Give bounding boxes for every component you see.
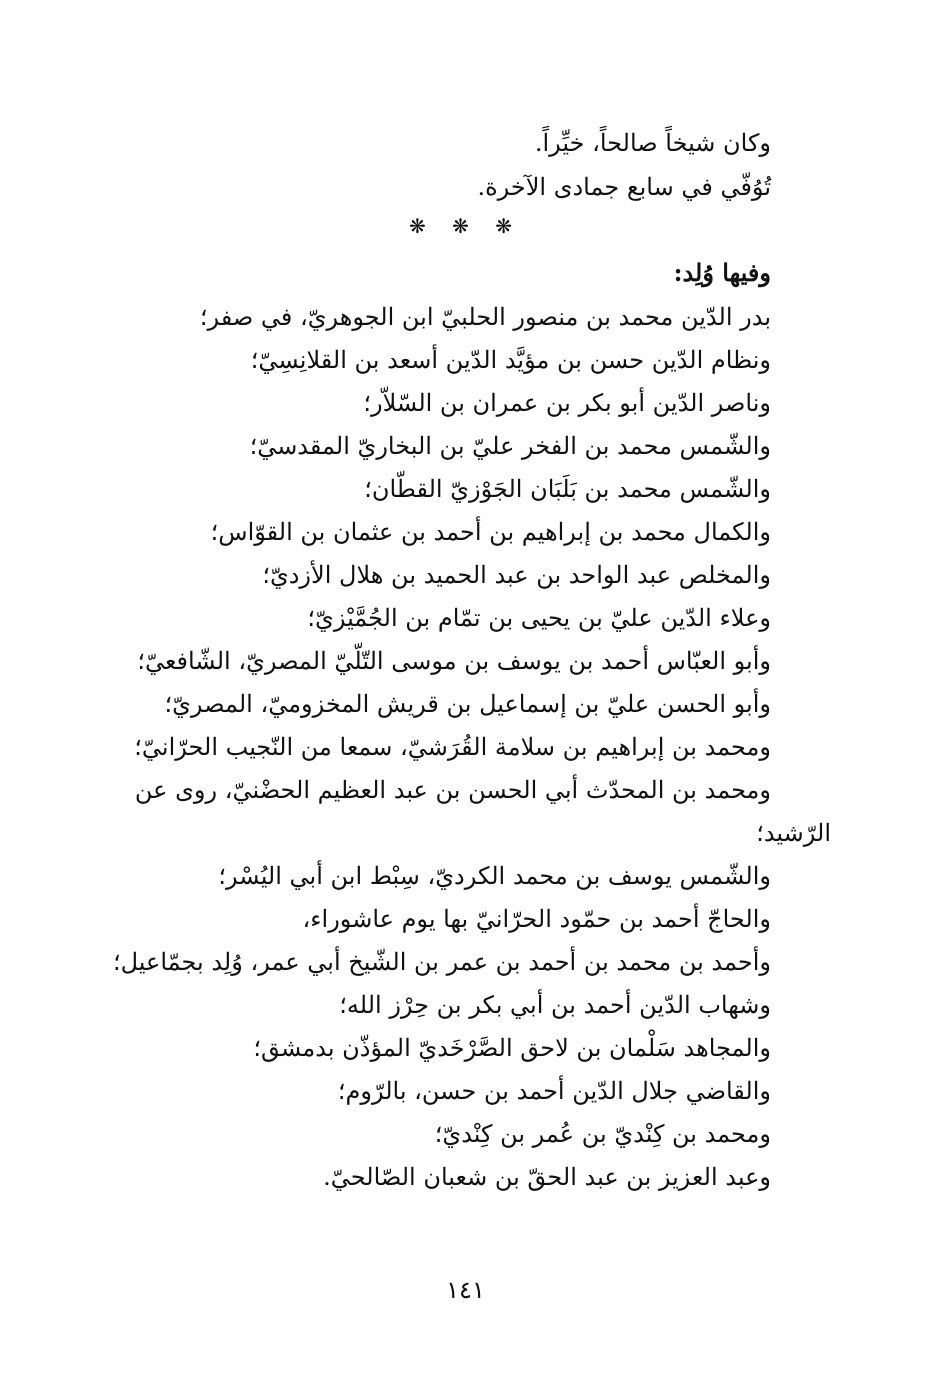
section-separator: ❋ ❋ ❋ xyxy=(409,214,522,238)
birth-entry: وأحمد بن محمد بن أحمد بن عمر بن الشّيخ أبي عمر، وُلِد بجمّاعيل؛ xyxy=(112,948,771,976)
section-heading: وفيها وُلِد: xyxy=(673,258,771,287)
intro-line-2: تُوُفّي في سابع جمادى الآخرة. xyxy=(477,173,771,201)
birth-entry: والقاضي جلال الدّين أحمد بن حسن، بالرّوم؛ xyxy=(337,1077,771,1105)
birth-entry: وأبو الحسن عليّ بن إسماعيل بن قريش المخزوميّ، المصريّ؛ xyxy=(164,690,771,718)
birth-entry: والشّمس يوسف بن محمد الكرديّ، سِبْط ابن أبي اليُسْر؛ xyxy=(218,862,771,890)
birth-entry-continuation: الرّشيد؛ xyxy=(756,819,831,847)
birth-entry: ومحمد بن المحدّث أبي الحسن بن عبد العظيم الحضْنيّ، روى عن xyxy=(134,776,771,804)
birth-entry: والشّمس محمد بن بَلَبَان الجَوْزيّ القطّان؛ xyxy=(364,475,771,503)
birth-entry: وعبد العزيز بن عبد الحقّ بن شعبان الصّالحيّ. xyxy=(323,1163,771,1191)
birth-entry: بدر الدّين محمد بن منصور الحلبيّ ابن الجوهريّ، في صفر؛ xyxy=(199,303,771,331)
page-number: ١٤١ xyxy=(446,1276,485,1304)
birth-entry: ومحمد بن كِنْديّ بن عُمر بن كِنْديّ؛ xyxy=(434,1120,771,1148)
birth-entry: والمخلص عبد الواحد بن عبد الحميد بن هلال الأزديّ؛ xyxy=(262,561,771,589)
birth-entry: والكمال محمد بن إبراهيم بن أحمد بن عثمان بن القوّاس؛ xyxy=(210,518,771,546)
birth-entry: ونظام الدّين حسن بن مؤيَّد الدّين أسعد بن القلانِسِيّ؛ xyxy=(250,346,771,374)
birth-entry: وأبو العبّاس أحمد بن يوسف بن موسى التّلّيّ المصريّ، الشّافعيّ؛ xyxy=(137,647,771,675)
birth-entry: وعلاء الدّين عليّ بن يحيى بن تمّام بن الجُمَّيْزيّ؛ xyxy=(307,604,771,632)
birth-entry: والمجاهد سَلْمان بن لاحق الصَّرْخَديّ المؤذّن بدمشق؛ xyxy=(253,1034,771,1062)
birth-entry: وناصر الدّين أبو بكر بن عمران بن السّلاّر؛ xyxy=(363,389,771,417)
birth-entry: وشهاب الدّين أحمد بن أبي بكر بن حِرْز الله؛ xyxy=(339,991,771,1019)
birth-entry: والحاجّ أحمد بن حمّود الحرّانيّ بها يوم عاشوراء، xyxy=(302,905,771,933)
birth-entry: ومحمد بن إبراهيم بن سلامة القُرَشيّ، سمعا من النّجيب الحرّانيّ؛ xyxy=(134,733,771,761)
birth-entry: والشّمس محمد بن الفخر عليّ بن البخاريّ المقدسيّ؛ xyxy=(249,432,771,460)
intro-line-1: وكان شيخاً صالحاً، خيِّراً. xyxy=(534,129,771,157)
